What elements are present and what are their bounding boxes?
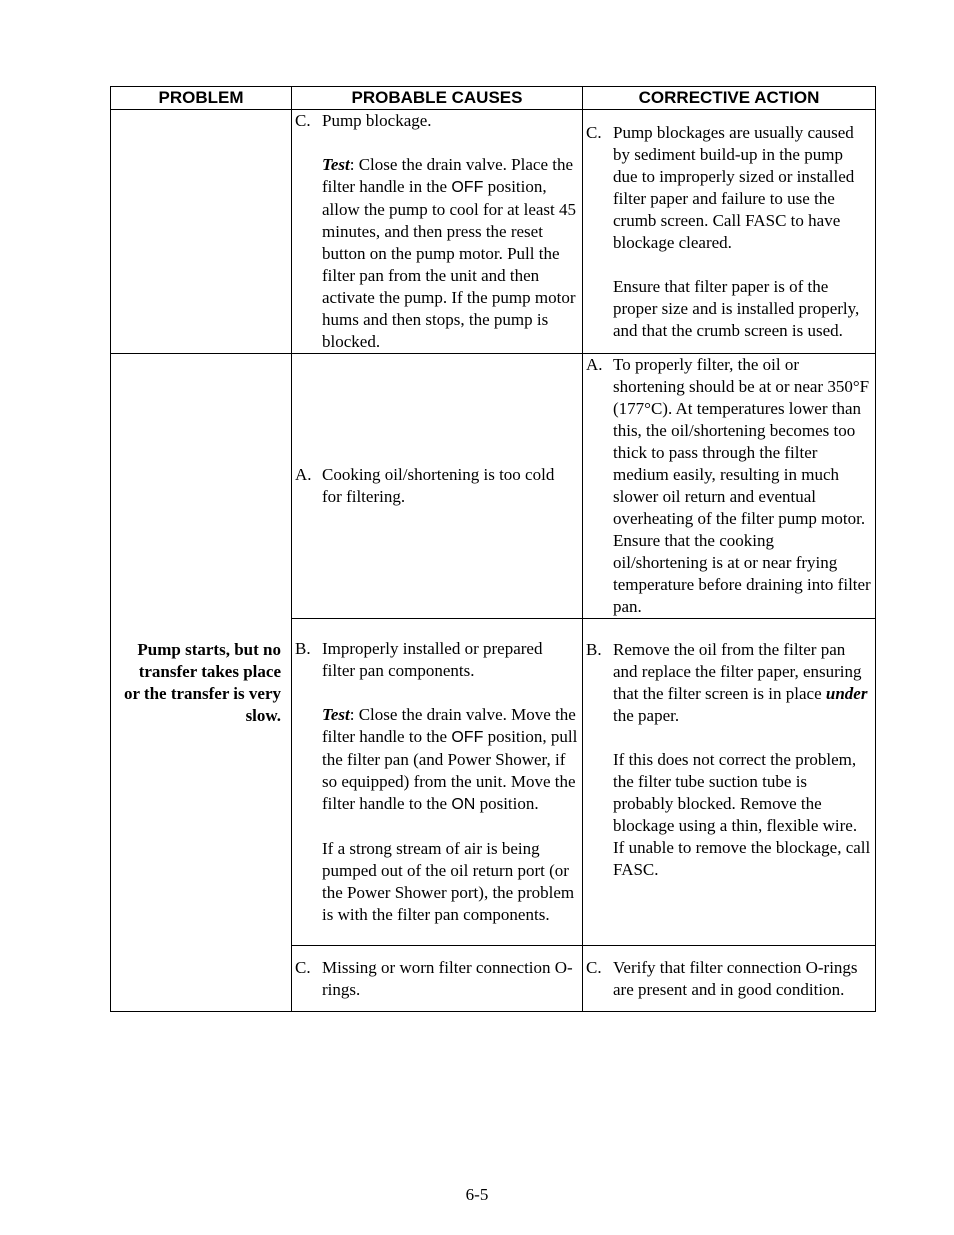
header-row	[111, 87, 876, 110]
test-label: Test	[322, 155, 350, 174]
test-label: Test	[322, 705, 350, 724]
action-paragraph: Ensure that filter paper is of the proper size and is installed properly, and that the crumb screen is used.	[613, 276, 860, 340]
problem-cell: Pump starts, but no transfer takes place or the transfer is very slow.	[111, 354, 292, 1012]
cause-cell	[292, 946, 583, 1012]
action-cell	[583, 354, 876, 619]
emphasis-under: under	[825, 684, 868, 703]
action-item	[583, 639, 875, 881]
action-item	[583, 354, 875, 618]
item-letter: B.	[295, 639, 311, 658]
action-cell	[583, 619, 876, 946]
action-item	[583, 957, 875, 1001]
item-letter: C.	[295, 111, 311, 130]
action-cell	[583, 110, 876, 354]
item-letter: C.	[295, 957, 311, 977]
table-row	[111, 354, 876, 619]
cause-cell	[292, 619, 583, 946]
cause-title: Improperly installed or prepared filter pan components.	[322, 639, 543, 680]
header-probable-causes: PROBABLE CAUSES	[292, 87, 583, 110]
item-letter: C.	[586, 122, 602, 142]
cause-item	[292, 638, 582, 926]
item-letter: A.	[295, 465, 312, 484]
header-corrective-action: CORRECTIVE ACTION	[583, 87, 876, 110]
action-paragraph: Remove the oil from the filter pan and replace the filter paper, ensuring that the filter screen is in place under the paper.	[613, 640, 868, 725]
page-number: 6-5	[465, 1185, 489, 1204]
cause-item	[292, 957, 582, 1001]
cause-text: Cooking oil/shortening is too cold for filtering.	[322, 465, 555, 506]
off-label: OFF	[451, 179, 484, 196]
item-letter: C.	[586, 957, 602, 977]
problem-cell-empty	[111, 110, 292, 354]
action-text: To properly filter, the oil or shortening should be at or near 350°F (177°C). At temperatures lower than this, the oil/shortening becomes too thick to pass through the filter medium easily, resulting in much slower oil return and eventual overheating of the filter pump motor. Ensure that the cooking oil/shortening is at or near frying temperature before draining into filter pan.	[613, 355, 871, 616]
troubleshooting-table	[110, 86, 876, 1012]
header-problem: PROBLEM	[111, 87, 292, 110]
cause-title: Pump blockage.	[322, 111, 432, 130]
off-label: OFF	[451, 729, 484, 746]
action-paragraph: Pump blockages are usually caused by sediment build-up in the pump due to improperly sized or installed filter paper and failure to use the crumb screen. Call FASC to have blockage cleared.	[613, 122, 855, 252]
cause-cell	[292, 354, 583, 619]
cause-item	[292, 464, 582, 508]
cause-text: Missing or worn filter connection O-rings.	[322, 957, 573, 999]
cause-cell	[292, 110, 583, 354]
item-letter: A.	[586, 355, 603, 374]
table-row	[111, 110, 876, 354]
action-paragraph: If this does not correct the problem, the filter tube suction tube is probably blocked. Remove the blockage using a thin, flexible wire. If unable to remove the blockage, call FASC.	[613, 750, 871, 879]
cause-test: Test: Close the drain valve. Place the filter handle in the OFF position, allow the pump to cool for at least 45 minutes, and then press the reset button on the pump motor. Pull the filter pan from the unit and then activate the pump. If the pump motor hums and then stops, the pump is blocked.	[322, 155, 576, 351]
cause-paragraph: If a strong stream of air is being pumped out of the oil return port (or the Power Shower port), the problem is with the filter pan components.	[322, 839, 575, 924]
on-label: ON	[451, 796, 476, 813]
item-letter: B.	[586, 640, 602, 659]
action-cell	[583, 946, 876, 1012]
cause-test: Test: Close the drain valve. Move the filter handle to the OFF position, pull the filter pan (and Power Shower, if so equipped) from the unit. Move the filter handle to the ON position.	[322, 705, 578, 813]
cause-item	[292, 110, 582, 353]
action-item	[583, 122, 875, 342]
action-text: Verify that filter connection O-rings are present and in good condition.	[613, 957, 858, 999]
